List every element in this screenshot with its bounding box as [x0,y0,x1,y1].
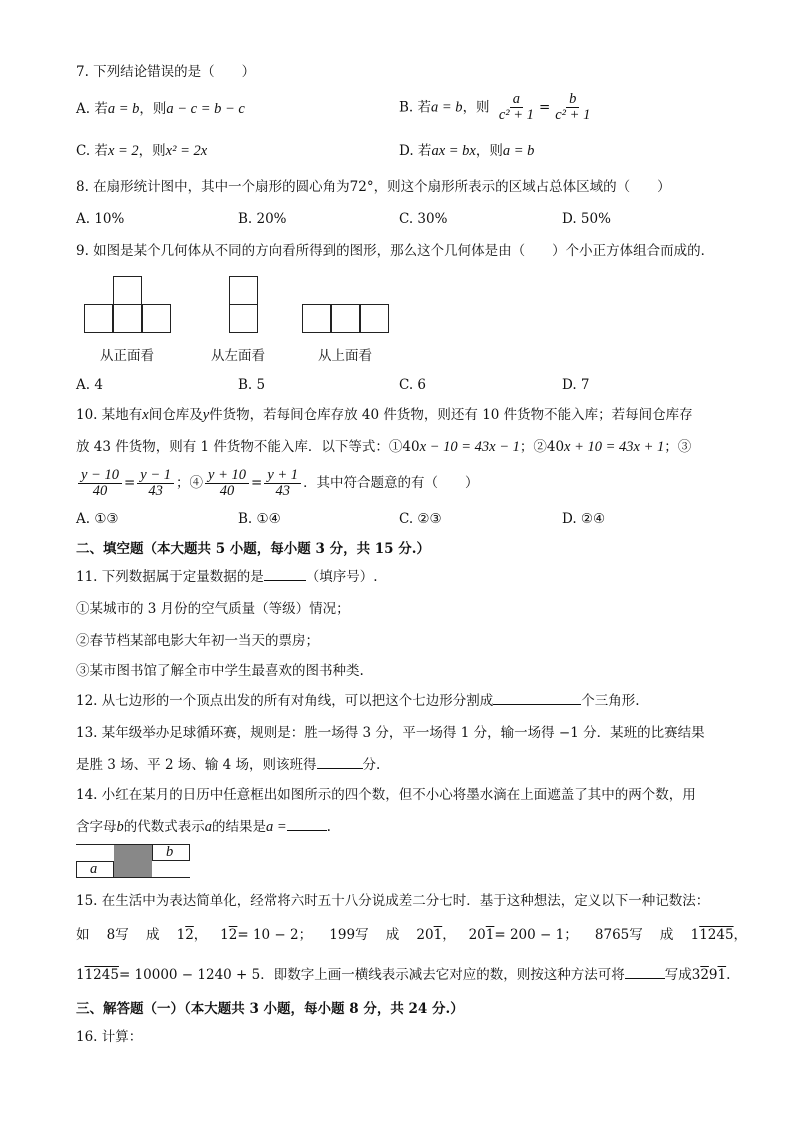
q10-option-d: D. ②④ [562,511,606,527]
q7-stem: 7. 下列结论错误的是（ ） [76,64,256,80]
answer-blank [264,568,306,581]
q7-option-b: B. 若a = b，则 $\frac{a}{\text{c² + 1}}$ = $\frac{b}{\text{c² + 1}}$ [399,92,595,123]
q13-line-2: 是胜 3 场、平 2 场、输 4 场，则该班得 分. [76,757,381,773]
q11-item-3: ③某市图书馆了解全市中学生最喜欢的图书种类. [76,663,364,679]
front-view-caption: 从正面看 [100,348,154,364]
q8-option-d: D. 50% [562,211,611,227]
answer-blank [625,966,665,979]
q8-option-a: A. 10% [76,211,125,227]
q10-option-b: B. ①④ [238,511,281,527]
left-view-caption: 从左面看 [211,348,265,364]
q10-line-3: $\frac{y - 10}{40}$ = $\frac{y - 1}{43}$ ；④ $\frac{y + 10}{40}$ = $\frac{y + 1}{43}$ ．其中符合题意的有（ ） [76,464,479,502]
section-3-heading: 三、解答题（一）（本大题共 3 小题，每小题 8 分，共 24 分.） [76,1001,464,1017]
q10-line-1: 10. 某地有x间仓库及y件货物，若每间仓库存放 40 件货物，则还有 10 件货物不能入库；若每间仓库存 [76,407,693,423]
answer-blank [317,756,363,769]
fraction: $\frac{b}{\text{c² + 1}}$ [555,91,591,123]
q8-stem: 8. 在扇形统计图中，其中一个扇形的圆心角为72°，则这个扇形所表示的区域占总体区域的（ ） [76,179,671,195]
calendar-cell-b: b [166,844,174,860]
calendar-cell-a: a [90,861,98,877]
q7-option-a: A. 若a = b，则a − c = b − c [76,101,245,117]
q10-option-c: C. ②③ [399,511,442,527]
q12-stem: 12. 从七边形的一个顶点出发的所有对角线，可以把这个七边形分割成 个三角形. [76,693,640,709]
fraction: $\frac{y - 1}{43}$ [137,468,174,499]
q15-line-2: 如 8写 成 12， 12= 10 − 2； 199写 成 201， 201= 200 − 1； 8765写 成 11245， [76,927,748,943]
q15-line-3: 11245= 10000 − 1240 + 5．即数字上画一横线表示减去它对应的数，则按这种方法可将 写成3291. [76,967,731,983]
q11-stem: 11. 下列数据属于定量数据的是 （填序号）. [76,569,378,585]
q7-option-c: C. 若x = 2，则x² = 2x [76,143,208,159]
fraction: $\frac{a}{\text{c² + 1}}$ [498,91,534,123]
q7-option-d: D. 若ax = bx，则a = b [399,143,535,159]
q14-line-1: 14. 小红在某月的日历中任意框出如图所示的四个数，但不小心将墨水滴在上面遮盖了其中的两个数，用 [76,787,696,803]
q8-option-b: B. 20% [238,211,287,227]
fraction: $\frac{y - 10}{40}$ [78,468,122,499]
q16-stem: 16. 计算： [76,1029,143,1045]
top-view-caption: 从上面看 [318,348,372,364]
q11-item-2: ②春节档某部电影大年初一当天的票房； [76,633,319,649]
answer-blank [287,818,327,831]
q9-option-c: C. 6 [399,377,427,393]
q10-line-2: 放 43 件货物，则有 1 件货物不能入库．以下等式：①40x − 10 = 43x − 1；②40x + 10 = 43x + 1；③ [76,439,692,455]
q15-line-1: 15. 在生活中为表达简单化，经常将六时五十八分说成差二分七时．基于这种想法，定义以下一种记数法： [76,893,710,909]
fraction: $\frac{y + 1}{43}$ [264,468,301,499]
q9-stem: 9. 如图是某个几何体从不同的方向看所得到的图形，那么这个几何体是由（ ）个小正方体组合而成的． [76,243,715,259]
q14-line-2: 含字母b的代数式表示a的结果是a = . [76,819,331,835]
q9-option-b: B. 5 [238,377,266,393]
q13-line-1: 13. 某年级举办足球循环赛，规则是：胜一场得 3 分，平一场得 1 分，输一场得 −1 分．某班的比赛结果 [76,725,705,741]
q10-option-a: A. ①③ [76,511,119,527]
q9-option-d: D. 7 [562,377,590,393]
q9-option-a: A. 4 [76,377,103,393]
q8-option-c: C. 30% [399,211,448,227]
q11-item-1: ①某城市的 3 月份的空气质量（等级）情况； [76,601,350,617]
fraction: $\frac{y + 10}{40}$ [205,468,249,499]
section-2-heading: 二、填空题（本大题共 5 小题，每小题 3 分，共 15 分.） [76,541,430,557]
answer-blank [493,692,581,705]
